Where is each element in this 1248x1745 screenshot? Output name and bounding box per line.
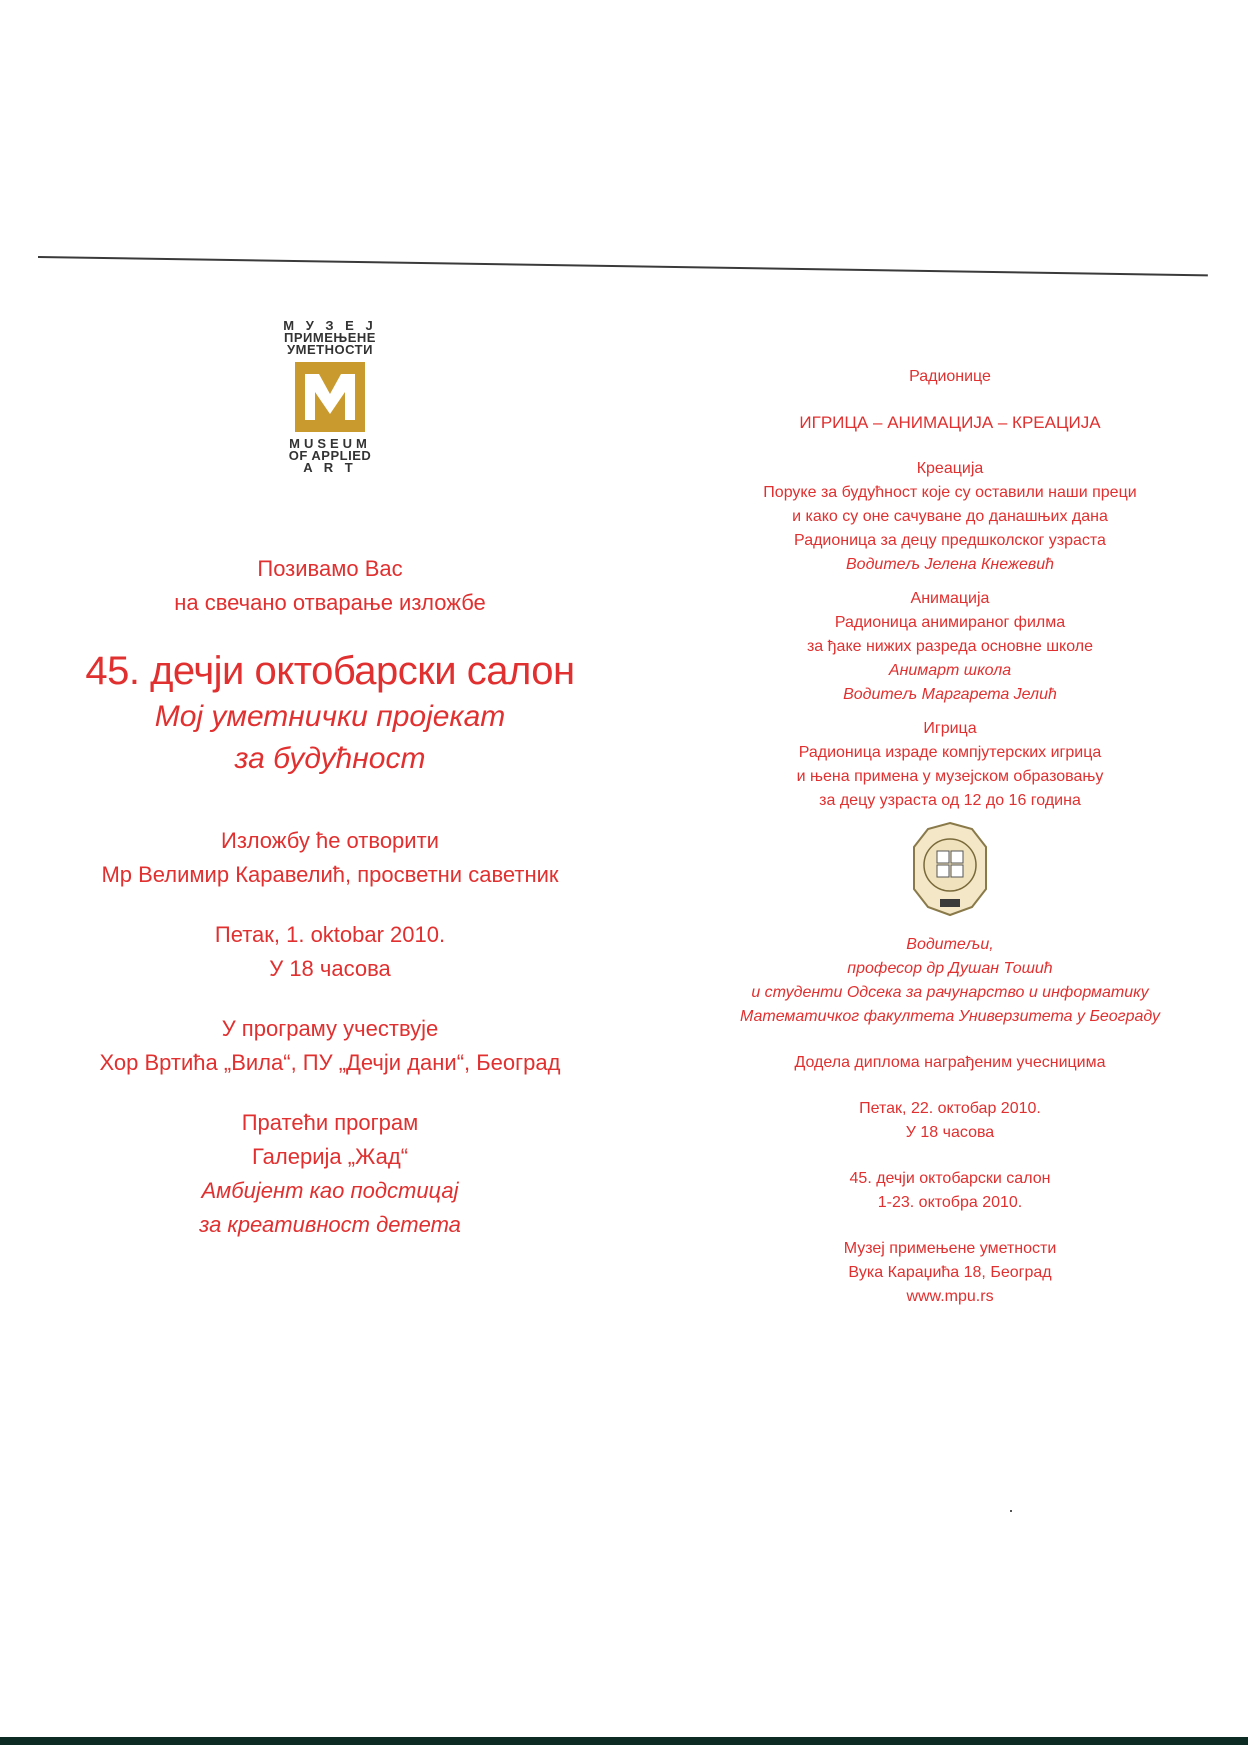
opening-line: Мр Велимир Каравелић, просветни саветник [101,862,559,887]
bottom-scan-edge [0,1737,1248,1745]
salon-line: 45. дечји октобарски салон [849,1170,1051,1187]
top-fold-line [38,256,1208,276]
speck [1010,1510,1012,1512]
faculty-seal-icon [910,819,990,919]
game-title: Игрица [923,720,977,737]
creation-leader: Водитељ Јелена Кнежевић [846,556,1054,573]
creation-title: Креација [916,460,984,477]
museum-logo [270,320,390,474]
workshops-label: Радионице [909,368,991,385]
logo-text-line: ПРИМЕЊЕНЕ [284,330,376,345]
exhibition-subtitle: Мој уметнички пројекат [154,700,506,733]
left-panel [60,320,600,1242]
animation-school: Анимарт школа [888,662,1012,679]
program-line: У програму учествује [221,1016,439,1041]
creation-line: и како су оне сачуване до данашњих дана [792,508,1108,525]
side-program-line: за креативност детета [199,1212,461,1237]
logo-text-line: OF APPLIED [288,448,372,463]
leaders-line: и студенти Одсека за рачунарство и информатику [751,984,1149,1001]
date-line: У 18 часова [269,956,391,981]
date-line: Петак, 1. oktobar 2010. [214,922,446,947]
game-line: за децу узраста од 12 до 16 година [819,792,1081,809]
invite-line: на свечано отварање изложбе [174,590,486,615]
game-line: Радионица израде компјутерских игрица [798,744,1102,761]
date-line: У 18 часова [905,1124,995,1141]
exhibition-title: 45. дечји октобарски салон [85,649,575,693]
side-program-line: Амбијент као подстицај [201,1178,459,1203]
website-link[interactable]: www.mpu.rs [906,1288,994,1305]
right-panel [700,365,1200,1309]
exhibition-subtitle: за будућност [234,742,426,775]
side-program-line: Галерија „Жад“ [251,1144,409,1169]
animation-leader: Водитељ Маргарета Јелић [843,686,1057,703]
salon-line: 1-23. октобра 2010. [877,1194,1023,1211]
opening-line: Изложбу ће отворити [221,828,439,853]
logo-m-icon [295,362,365,432]
logo-text-line: A R T [303,460,357,475]
logo-text-line: MUSEUM [289,436,371,451]
game-line: и њена примена у музејском образовању [796,768,1104,785]
leaders-line: Математичког факултета Универзитета у Београду [739,1008,1161,1025]
address-line: Музеј примењене уметности [843,1240,1057,1257]
animation-title: Анимација [910,590,990,607]
creation-line: Радионица за децу предшколског узраста [794,532,1106,549]
logo-text-line: М У З Е Ј [283,318,377,333]
date-line: Петак, 22. октобар 2010. [859,1100,1041,1117]
invite-line: Позивамо Вас [257,556,403,581]
program-line: Хор Вртића „Вила“, ПУ „Дечји дани“, Београд [99,1050,561,1075]
workshops-heading: ИГРИЦА – АНИМАЦИЈА – КРЕАЦИЈА [799,413,1101,432]
animation-line: за ђаке нижих разреда основне школе [806,638,1094,655]
diplomas-line: Додела диплома награђеним учесницима [794,1054,1106,1071]
animation-line: Радионица анимираног филма [834,614,1066,631]
logo-text-line: УМЕТНОСТИ [287,342,373,357]
address-line: Вука Караџића 18, Београд [848,1264,1052,1281]
leaders-line: Водитељи, [906,936,994,953]
side-program-line: Пратећи програм [241,1110,419,1135]
creation-line: Поруке за будућност које су оставили наши преци [763,484,1137,501]
leaders-line: професор др Душан Тошић [847,960,1053,977]
